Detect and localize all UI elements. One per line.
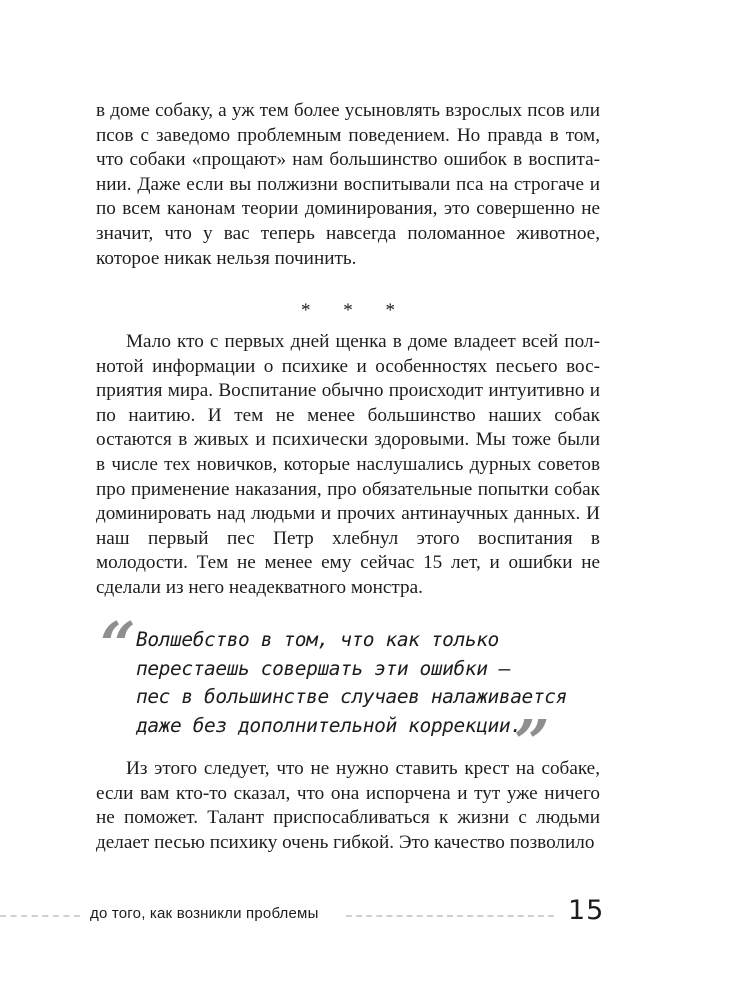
- pull-quote-line: Волшебство в том, что как только: [136, 628, 499, 651]
- pull-quote-line: пес в большинстве случаев налаживается: [136, 685, 567, 708]
- paragraph-2: Мало кто с первых дней щенка в доме владеет всей полнотой информации о психике и особенностях песьего восприятия мира. Воспитание обычно происходит интуитивно и по наитию. И тем не менее большинство наших собак остаются в живых и психически здоровыми. Мы тоже были в числе тех новичков, которые наслушались дурных советов про применение наказания, про обязательные попытки собак доминировать над людьми и прочих антинаучных данных. И наш первый пес Петр хлебнул этого воспитания в молодости. Тем не менее ему сейчас 15 лет, и ошибки не сделали из него неадекватного монстра.: [96, 331, 600, 598]
- page-number: 15: [568, 895, 605, 926]
- paragraph-1: в доме собаку, а уж тем более усыновлять взрослых псов или псов с заведомо проблемным поведением. Но правда в том, что собаки «прощают» нам большинство ошибок в воспитании. Даже если вы полжизни воспитывали пса на строгаче и по всем канонам теории доминирования, это совершенно не значит, что у вас теперь навсегда поломанное животное, которое никак нельзя починить.: [96, 100, 600, 269]
- open-quote-mark: “: [100, 608, 136, 681]
- pull-quote-line: даже без дополнительной коррекции.: [136, 713, 522, 737]
- footer-dashed-rule-left: [0, 915, 80, 917]
- running-title: до того, как возникли проблемы: [90, 905, 319, 922]
- pull-quote: [96, 608, 600, 779]
- close-quote-mark: ”: [514, 706, 550, 779]
- page-footer: [0, 895, 731, 935]
- section-separator: * * *: [301, 300, 409, 321]
- pull-quote-line: перестаешь совершать эти ошибки —: [136, 656, 511, 680]
- pull-quote-text: [136, 626, 567, 740]
- footer-dashed-rule-right: [346, 915, 554, 917]
- paragraph-3: Из этого следует, что не нужно ставить крест на собаке, если вам кто-то сказал, что она испорчена и тут уже ничего не поможет. Талант приспосабливаться к жизни с людьми делает песью психику очень гибкой. Это качество позволило: [96, 758, 600, 853]
